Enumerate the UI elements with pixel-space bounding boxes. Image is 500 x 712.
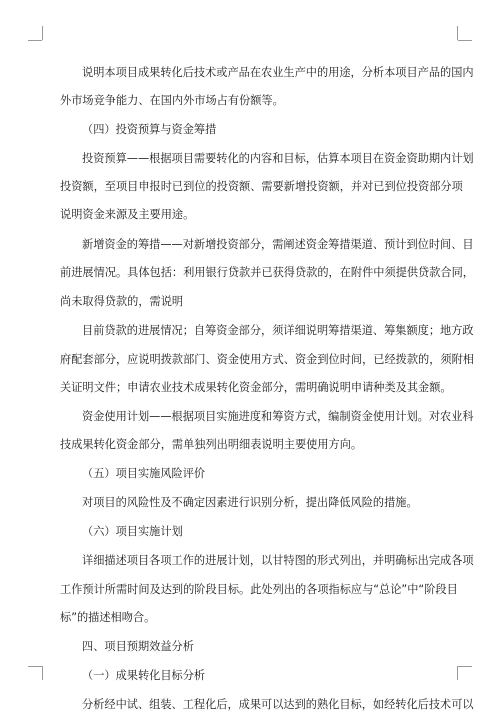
crop-mark-top-right-horizontal <box>458 40 472 41</box>
text-line: 前进展情况。具体包括：利用银行贷款并已获得贷款的，在附件中须提供贷款合同， <box>60 266 474 279</box>
text-line: 关证明文件；申请农业技术成果转化资金部分，需明确说明申请种类及其金额。 <box>60 381 452 394</box>
text-line: 详细描述项目各项工作的进展计划，以甘特图的形式列出，并明确标出完成各项 <box>82 554 474 567</box>
text-line: 说明资金来源及主要用途。 <box>60 208 195 221</box>
section-heading: （四）投资预算与资金筹措 <box>82 123 217 136</box>
crop-mark-bottom-left-vertical <box>42 666 43 680</box>
crop-mark-bottom-right-vertical <box>457 666 458 680</box>
text-line: 资金使用计划——根据项目实施进度和筹资方式，编制资金使用计划。对农业科 <box>82 410 474 423</box>
text-line: 投资额，至项目申报时已到位的投资额、需要新增投资额，并对已到位投资部分项 <box>60 180 463 193</box>
chapter-heading: 四、项目预期效益分析 <box>82 640 194 653</box>
text-line: 府配套部分，应说明拨款部门、资金使用方式、资金到位时间，已经拨款的，须附相 <box>60 353 474 366</box>
text-line: 对项目的风险性及不确定因素进行识别分析，提出降低风险的措施。 <box>82 496 418 509</box>
section-heading: （六）项目实施计划 <box>82 525 183 538</box>
text-line: 外市场竞争能力、在国内外市场占有份额等。 <box>60 94 284 107</box>
text-line: 标”的描述相吻合。 <box>60 611 156 624</box>
crop-mark-top-left-horizontal <box>28 40 42 41</box>
section-heading: （一）成果转化目标分析 <box>82 669 206 682</box>
text-line: 说明本项目成果转化后技术或产品在农业生产中的用途，分析本项目产品的国内 <box>82 66 474 79</box>
crop-mark-bottom-left-horizontal <box>28 666 42 667</box>
section-heading: （五）项目实施风险评价 <box>82 467 206 480</box>
text-line: 技成果转化资金部分，需单独列出明细表说明主要使用方向。 <box>60 438 363 451</box>
crop-mark-bottom-right-horizontal <box>458 666 472 667</box>
text-line: 新增资金的筹措——对新增投资部分，需阐述资金筹措渠道、预计到位时间、目 <box>82 238 474 251</box>
text-line: 尚未取得贷款的，需说明 <box>60 295 184 308</box>
crop-mark-top-left-vertical <box>42 26 43 40</box>
text-line: 分析经中试、组装、工程化后，成果可以达到的熟化目标，如经转化后技术可以 <box>82 698 474 711</box>
text-line: 投资预算——根据项目需要转化的内容和目标，估算本项目在资金资助期内计划 <box>82 152 474 165</box>
text-line: 目前贷款的进展情况；自筹资金部分，须详细说明筹措渠道、筹集额度；地方政 <box>82 324 474 337</box>
text-line: 工作预计所需时间及达到的阶段目标。此处列出的各项指标应与“总论”中“阶段目 <box>60 583 458 596</box>
crop-mark-top-right-vertical <box>457 26 458 40</box>
